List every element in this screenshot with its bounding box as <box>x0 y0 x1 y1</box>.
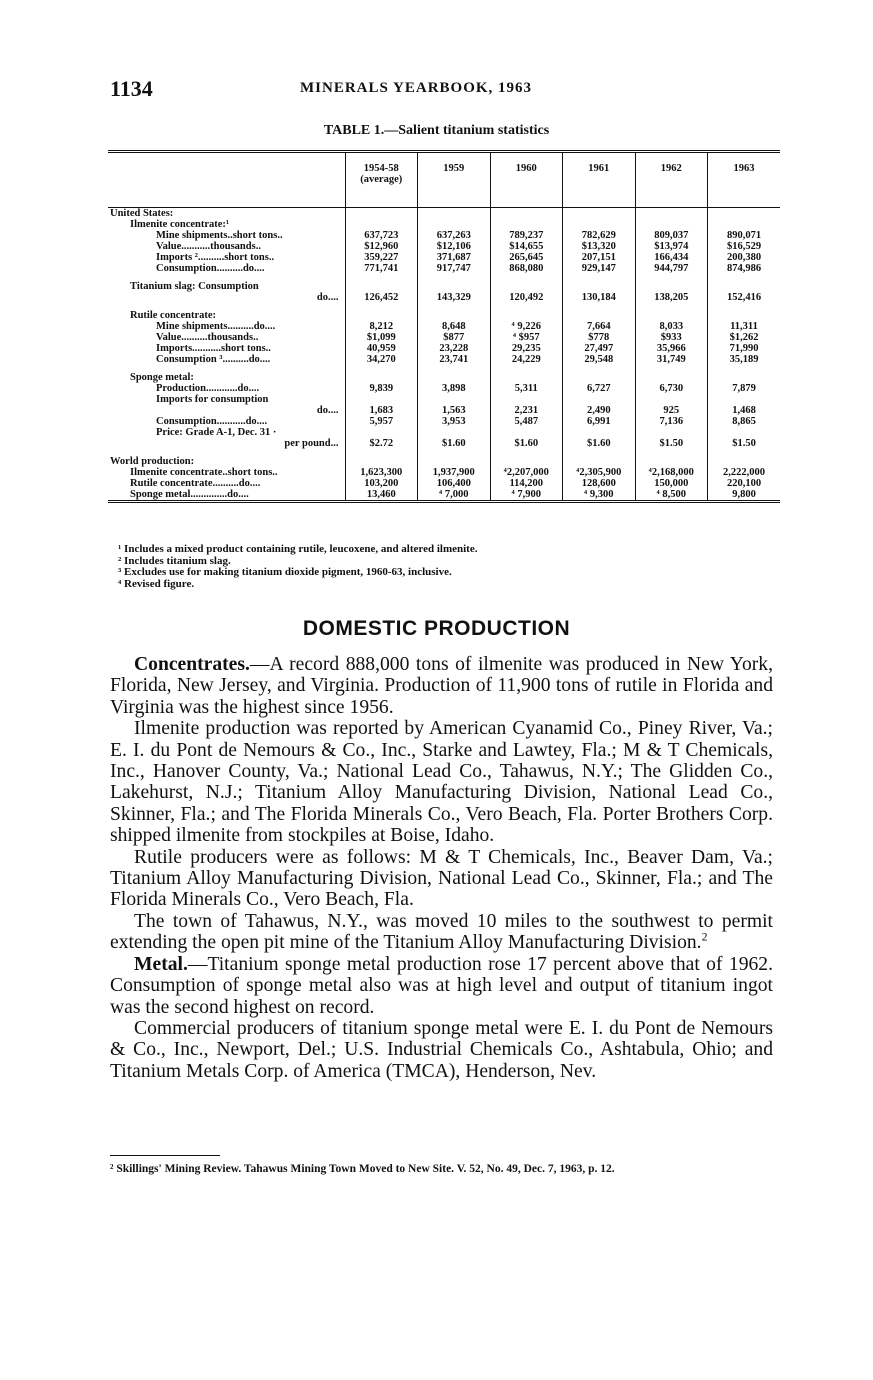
statistics-table-container <box>108 150 780 503</box>
column-header: 1959 <box>418 152 491 208</box>
table-cell: 40,959 <box>345 343 418 354</box>
footnote-divider <box>110 1155 220 1156</box>
table-cell: 114,200 <box>490 478 563 489</box>
table-cell: 7,879 <box>708 383 781 394</box>
table-cell: 1,623,300 <box>345 467 418 478</box>
table-cell <box>708 394 781 405</box>
table-cell <box>563 427 636 438</box>
table-cell: $1,262 <box>708 332 781 343</box>
spacer-cell <box>708 303 781 310</box>
table-cell <box>345 427 418 438</box>
row-label: Consumption ³..........do.... <box>156 354 271 365</box>
table-cell <box>635 456 708 467</box>
spacer-cell <box>345 365 418 372</box>
table-cell: 7,664 <box>563 321 636 332</box>
table-cell: $933 <box>635 332 708 343</box>
table-footnote: ² Includes titanium slag. <box>118 554 231 567</box>
table-cell <box>490 208 563 220</box>
table-cell: 789,237 <box>490 230 563 241</box>
table-cell <box>345 456 418 467</box>
table-row <box>108 394 780 405</box>
table-cell: 782,629 <box>563 230 636 241</box>
table-cell <box>563 372 636 383</box>
table-row <box>108 321 780 332</box>
row-label: Sponge metal: <box>130 372 194 383</box>
table-cell <box>490 394 563 405</box>
page-footnote: ² Skillings' Mining Review. Tahawus Mining Town Moved to New Site. V. 52, No. 49, Dec. 7, 1963, p. 12. <box>110 1163 615 1175</box>
table-cell: ⁴ $957 <box>490 332 563 343</box>
spacer-cell <box>108 365 345 372</box>
table-cell: 34,270 <box>345 354 418 365</box>
table-cell <box>345 281 418 292</box>
table-cell: $13,974 <box>635 241 708 252</box>
table-cell: 24,229 <box>490 354 563 365</box>
table-cell: 8,648 <box>418 321 491 332</box>
table-cell <box>418 427 491 438</box>
table-cell: 126,452 <box>345 292 418 303</box>
table-cell <box>563 208 636 220</box>
table-cell: ⁴2,168,000 <box>635 467 708 478</box>
table-cell: 31,749 <box>635 354 708 365</box>
spacer-cell <box>108 449 345 456</box>
paragraph-text: —A record 888,000 tons of ilmenite was produced in New York, Florida, New Jersey, and Virginia. Production of 11,900 tons of rutile in Florida and Virginia was the highest since 1956. <box>110 654 773 718</box>
row-label: Mine shipments..short tons.. <box>156 230 283 241</box>
column-header: 1962 <box>635 152 708 208</box>
table-cell <box>635 394 708 405</box>
table-cell <box>418 219 491 230</box>
table-cell: 771,741 <box>345 263 418 274</box>
table-cell: $1.60 <box>418 438 491 449</box>
paragraph-ilmenite-producers: Ilmenite production was reported by American Cyanamid Co., Piney River, Va.; E. I. du Pont de Nemours & Co., Inc., Starke and Lawtey, Fla.; M & T Chemicals, Inc., Hanover County, Va.; National Lead Co., Tahawus, N.Y.; The Glidden Co., Lakehurst, N.J.; Titanium Alloy Manufacturing Division, National Lead Co., Skinner, Fla.; and The Florida Minerals Co., Vero Beach, Fla. Porter Brothers Corp. shipped ilmenite from stockpiles at Boise, Idaho. <box>110 718 773 847</box>
table-row <box>108 354 780 365</box>
spacer-cell <box>708 274 781 281</box>
table-cell: $1.60 <box>563 438 636 449</box>
table-cell: 11,311 <box>708 321 781 332</box>
table-cell: 27,497 <box>563 343 636 354</box>
paragraph-concentrates <box>110 654 773 718</box>
table-cell <box>490 427 563 438</box>
table-cell <box>708 427 781 438</box>
paragraph-rutile-producers: Rutile producers were as follows: M & T Chemicals, Inc., Beaver Dam, Va.; Titanium Alloy Manufacturing Division, National Lead Co., Skinner, Fla.; and The Florida Minerals Co., Vero Beach, Fla. <box>110 846 773 911</box>
table-row <box>108 263 780 274</box>
table-cell: 890,071 <box>708 230 781 241</box>
row-label: United States: <box>110 208 174 219</box>
spacer-cell <box>635 449 708 456</box>
table-cell: 8,033 <box>635 321 708 332</box>
table-cell: ⁴ 9,300 <box>563 489 636 502</box>
table-cell: 359,227 <box>345 252 418 263</box>
table-cell: 6,991 <box>563 416 636 427</box>
row-label: World production: <box>110 456 195 467</box>
spacer-row <box>108 303 780 310</box>
table-cell <box>490 281 563 292</box>
column-header: 1963 <box>708 152 781 208</box>
row-label: do.... <box>316 405 339 416</box>
table-cell <box>490 372 563 383</box>
table-cell: $1.50 <box>708 438 781 449</box>
table-cell <box>708 281 781 292</box>
table-cell <box>635 208 708 220</box>
spacer-row <box>108 274 780 281</box>
table-cell <box>345 208 418 220</box>
table-cell: 29,235 <box>490 343 563 354</box>
table-cell: 29,548 <box>563 354 636 365</box>
row-label: Imports for consumption <box>156 394 269 405</box>
table-cell: 35,189 <box>708 354 781 365</box>
table-cell: 874,986 <box>708 263 781 274</box>
spacer-cell <box>635 303 708 310</box>
table-cell <box>418 281 491 292</box>
row-label: Price: Grade A-1, Dec. 31 · <box>156 427 277 438</box>
table-row <box>108 383 780 394</box>
table-cell: 944,797 <box>635 263 708 274</box>
table-cell <box>345 372 418 383</box>
table-cell: 106,400 <box>418 478 491 489</box>
table-cell: 5,957 <box>345 416 418 427</box>
table-cell: 3,898 <box>418 383 491 394</box>
row-label: per pound... <box>284 438 339 449</box>
spacer-cell <box>563 303 636 310</box>
table-cell: $14,655 <box>490 241 563 252</box>
table-cell: 917,747 <box>418 263 491 274</box>
table-cell <box>708 208 781 220</box>
row-label: Titanium slag: Consumption <box>130 281 259 292</box>
spacer-cell <box>708 365 781 372</box>
table-cell <box>708 372 781 383</box>
table-row <box>108 208 780 220</box>
spacer-cell <box>635 365 708 372</box>
table-cell: ⁴ 7,000 <box>418 489 491 502</box>
table-cell: 13,460 <box>345 489 418 502</box>
table-row <box>108 219 780 230</box>
table-cell: $778 <box>563 332 636 343</box>
column-header: 1960 <box>490 152 563 208</box>
spacer-cell <box>345 274 418 281</box>
table-cell <box>345 219 418 230</box>
table-cell <box>635 281 708 292</box>
table-footnote: ³ Excludes use for making titanium dioxide pigment, 1960-63, inclusive. <box>118 566 452 578</box>
table-cell: $1,099 <box>345 332 418 343</box>
table-title: TABLE 1.—Salient titanium statistics <box>323 123 550 138</box>
table-cell: 7,136 <box>635 416 708 427</box>
running-title: MINERALS YEARBOOK, 1963 <box>300 80 533 96</box>
spacer-cell <box>490 274 563 281</box>
table-cell: $1.50 <box>635 438 708 449</box>
table-cell <box>563 281 636 292</box>
spacer-cell <box>418 449 491 456</box>
table-row <box>108 292 780 303</box>
table-footnotes <box>118 544 477 590</box>
spacer-cell <box>345 303 418 310</box>
table-body <box>108 208 780 502</box>
table-cell: 1,683 <box>345 405 418 416</box>
table-cell: 220,100 <box>708 478 781 489</box>
table-cell: 9,800 <box>708 489 781 502</box>
table-row <box>108 405 780 416</box>
row-label: Imports ²..........short tons.. <box>156 252 275 263</box>
spacer-row <box>108 365 780 372</box>
table-cell: 925 <box>635 405 708 416</box>
table-row <box>108 438 780 449</box>
spacer-cell <box>418 274 491 281</box>
table-cell <box>563 394 636 405</box>
table-cell: 166,434 <box>635 252 708 263</box>
table-footnote: ¹ Includes a mixed product containing rutile, leucoxene, and altered ilmenite. <box>118 543 478 555</box>
row-label: Imports...........short tons.. <box>156 343 271 354</box>
spacer-cell <box>490 449 563 456</box>
table-cell: 1,468 <box>708 405 781 416</box>
table-row <box>108 467 780 478</box>
page-number: 1134 <box>110 76 153 101</box>
table-cell: 23,228 <box>418 343 491 354</box>
table-row <box>108 230 780 241</box>
table-cell: $1.60 <box>490 438 563 449</box>
table-cell: 1,563 <box>418 405 491 416</box>
spacer-cell <box>563 365 636 372</box>
table-row <box>108 241 780 252</box>
table-cell <box>418 310 491 321</box>
salient-statistics-table <box>108 150 780 503</box>
table-row <box>108 372 780 383</box>
row-label: Consumption...........do.... <box>156 416 268 427</box>
table-cell <box>418 372 491 383</box>
spacer-cell <box>490 303 563 310</box>
spacer-row <box>108 449 780 456</box>
header-blank <box>108 152 345 208</box>
spacer-cell <box>108 303 345 310</box>
table-cell: 150,000 <box>635 478 708 489</box>
table-cell: $2.72 <box>345 438 418 449</box>
table-row <box>108 310 780 321</box>
table-cell <box>418 394 491 405</box>
table-cell: 8,212 <box>345 321 418 332</box>
run-in-heading: Metal. <box>134 953 188 975</box>
table-cell: 868,080 <box>490 263 563 274</box>
column-header: 1961 <box>563 152 636 208</box>
table-cell <box>490 310 563 321</box>
table-cell <box>635 372 708 383</box>
row-label: Ilmenite concentrate..short tons.. <box>130 467 278 478</box>
table-cell <box>418 456 491 467</box>
table-row <box>108 489 780 502</box>
table-cell: $16,529 <box>708 241 781 252</box>
table-cell: 6,727 <box>563 383 636 394</box>
spacer-cell <box>345 449 418 456</box>
table-cell: ⁴2,305,900 <box>563 467 636 478</box>
table-cell: 637,263 <box>418 230 491 241</box>
table-row <box>108 456 780 467</box>
table-header-row <box>108 152 780 208</box>
table-cell: 138,205 <box>635 292 708 303</box>
table-cell: 8,865 <box>708 416 781 427</box>
table-cell <box>345 394 418 405</box>
table-cell: 35,966 <box>635 343 708 354</box>
table-cell: ⁴ 9,226 <box>490 321 563 332</box>
row-label: Ilmenite concentrate:¹ <box>130 219 230 230</box>
table-cell: 130,184 <box>563 292 636 303</box>
table-cell: 23,741 <box>418 354 491 365</box>
table-cell: 120,492 <box>490 292 563 303</box>
table-cell <box>563 456 636 467</box>
table-row <box>108 332 780 343</box>
row-label: Sponge metal..............do.... <box>108 489 345 502</box>
table-cell <box>418 208 491 220</box>
table-cell: 809,037 <box>635 230 708 241</box>
paragraph-tahawus <box>110 911 773 954</box>
table-cell <box>563 219 636 230</box>
table-cell: 71,990 <box>708 343 781 354</box>
table-row <box>108 427 780 438</box>
table-cell: 5,487 <box>490 416 563 427</box>
spacer-cell <box>108 274 345 281</box>
table-cell: 128,600 <box>563 478 636 489</box>
table-cell: $13,320 <box>563 241 636 252</box>
table-cell <box>635 219 708 230</box>
table-cell <box>635 427 708 438</box>
table-cell: 143,329 <box>418 292 491 303</box>
table-cell: 152,416 <box>708 292 781 303</box>
table-cell: 1,937,900 <box>418 467 491 478</box>
spacer-cell <box>418 303 491 310</box>
spacer-cell <box>418 365 491 372</box>
paragraph-metal <box>110 954 773 1018</box>
table-cell: 2,490 <box>563 405 636 416</box>
paragraph-text: —Titanium sponge metal production rose 17 percent above that of 1962. Consumption of sponge metal also was at high level and output of titanium ingot was the second highest on record. <box>110 953 773 1018</box>
table-row <box>108 343 780 354</box>
row-label: Rutile concentrate: <box>130 310 217 321</box>
table-row <box>108 478 780 489</box>
table-cell: 929,147 <box>563 263 636 274</box>
table-cell <box>490 219 563 230</box>
row-label: Value...........thousands.. <box>156 241 261 252</box>
table-cell <box>563 310 636 321</box>
column-header: 1954-58 (average) <box>345 152 418 208</box>
spacer-cell <box>563 449 636 456</box>
spacer-cell <box>563 274 636 281</box>
section-heading: DOMESTIC PRODUCTION <box>302 617 571 640</box>
table-cell <box>708 456 781 467</box>
table-cell <box>708 219 781 230</box>
table-cell: 5,311 <box>490 383 563 394</box>
footnote-reference: 2 <box>701 930 708 944</box>
table-row <box>108 416 780 427</box>
table-cell <box>345 310 418 321</box>
run-in-heading: Concentrates. <box>134 654 250 675</box>
table-cell: 200,380 <box>708 252 781 263</box>
table-cell <box>635 310 708 321</box>
table-cell: $12,106 <box>418 241 491 252</box>
spacer-cell <box>635 274 708 281</box>
table-cell: $12,960 <box>345 241 418 252</box>
table-cell: 265,645 <box>490 252 563 263</box>
row-label: Rutile concentrate..........do.... <box>130 478 261 489</box>
table-cell <box>708 310 781 321</box>
table-cell: 3,953 <box>418 416 491 427</box>
table-cell: 207,151 <box>563 252 636 263</box>
row-label: Mine shipments..........do.... <box>156 321 276 332</box>
table-cell: 9,839 <box>345 383 418 394</box>
table-footnote: ⁴ Revised figure. <box>118 577 195 590</box>
paragraph-sponge-producers: Commercial producers of titanium sponge metal were E. I. du Pont de Nemours & Co., Inc., Newport, Del.; U.S. Industrial Chemicals Co., Ashtabula, Ohio; and Titanium Metals Corp. of America (TMCA), Henderson, Nev. <box>110 1017 773 1082</box>
table-cell: ⁴2,207,000 <box>490 467 563 478</box>
table-cell: 637,723 <box>345 230 418 241</box>
row-label: do.... <box>316 292 339 303</box>
table-row <box>108 252 780 263</box>
table-cell: 371,687 <box>418 252 491 263</box>
spacer-cell <box>708 449 781 456</box>
table-cell: $877 <box>418 332 491 343</box>
table-cell: 103,200 <box>345 478 418 489</box>
paragraph-text: The town of Tahawus, N.Y., was moved 10 miles to the southwest to permit extending the open pit mine of the Titanium Alloy Manufacturing Division. <box>110 910 773 954</box>
table-cell: 6,730 <box>635 383 708 394</box>
row-label: Production............do.... <box>156 383 260 394</box>
table-cell: 2,231 <box>490 405 563 416</box>
table-cell: ⁴ 8,500 <box>635 489 708 502</box>
table-cell: ⁴ 7,900 <box>490 489 563 502</box>
table-row <box>108 281 780 292</box>
row-label: Value..........thousands.. <box>156 332 259 343</box>
table-cell <box>490 456 563 467</box>
row-label: Consumption..........do.... <box>156 263 265 274</box>
spacer-cell <box>490 365 563 372</box>
table-cell: 2,222,000 <box>708 467 781 478</box>
body-text <box>110 654 773 1082</box>
